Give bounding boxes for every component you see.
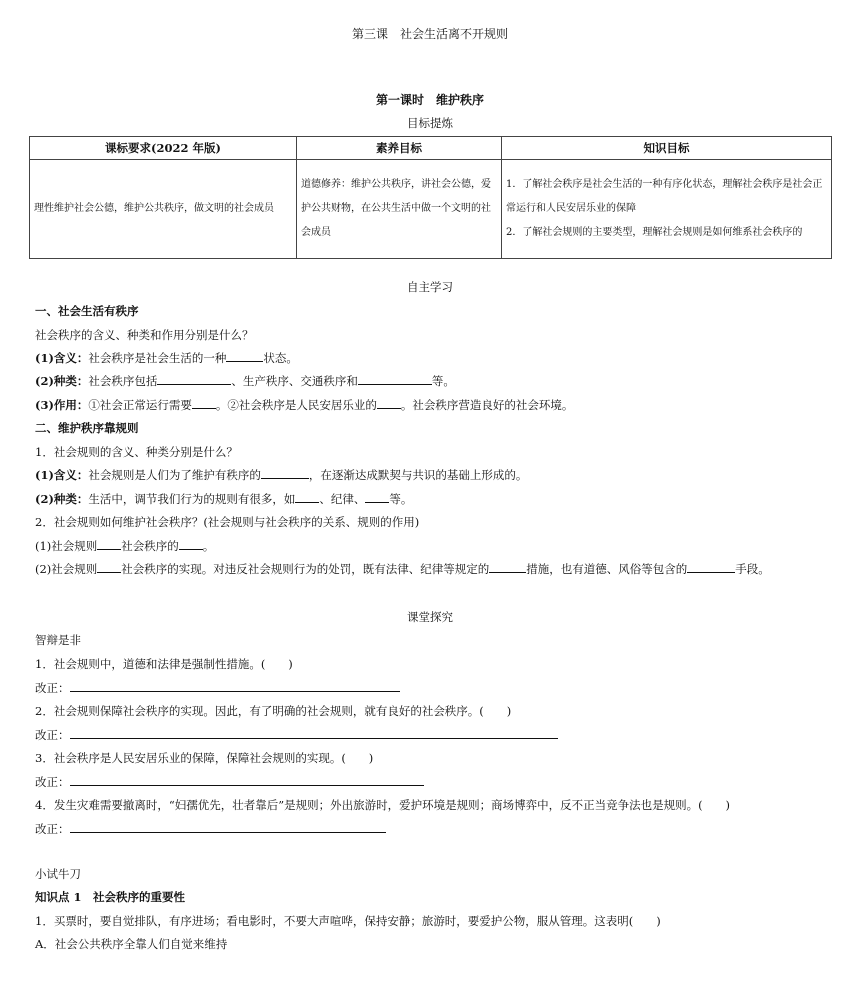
fill-blank[interactable] — [377, 397, 401, 409]
judge-statement-1: 1．社会规则中，道德和法律是强制性措施。( ) — [35, 657, 293, 671]
fix-line-1 — [35, 680, 400, 696]
fill-blank[interactable] — [261, 467, 309, 479]
text: 、纪律、 — [319, 492, 366, 506]
relation-line-1 — [35, 538, 214, 554]
rule-meaning-line — [35, 467, 527, 483]
text: 社会秩序包括 — [88, 374, 158, 388]
rule-kinds-line — [35, 491, 412, 507]
fill-blank[interactable] — [157, 373, 231, 385]
question-rules-order: 2．社会规则如何维护社会秩序？(社会规则与社会秩序的关系、规则的作用) — [35, 515, 420, 529]
goals-cell-literacy: 道德修养：维护公共秩序，讲社会公德，爱护公共财物，在公共生活中做一个文明的社会成员 — [297, 160, 502, 259]
text: (1)社会规则 — [35, 539, 98, 553]
practice-heading: 小试牛刀 — [35, 867, 81, 881]
question-rules: 1．社会规则的含义、种类分别是什么？ — [35, 445, 238, 459]
fill-blank[interactable] — [192, 397, 216, 409]
goals-header-literacy: 素养目标 — [297, 137, 502, 160]
fill-blank[interactable] — [226, 350, 263, 362]
text: (2)社会规则 — [35, 562, 98, 576]
text: 。社会秩序营造良好的社会环境。 — [400, 398, 574, 412]
goals-header-knowledge: 知识目标 — [502, 137, 832, 160]
judge-statement-4: 4．发生灾难需要撤离时，“妇孺优先，壮者靠后”是规则；外出旅游时，爱护环境是规则；商场博弈中，反不正当竞争法也是规则。( ) — [35, 798, 731, 812]
goals-cell-standard: 理性维护社会公德，维护公共秩序，做文明的社会成员 — [30, 160, 297, 259]
text: 社会规则是人们为了维护有秩序的 — [88, 468, 261, 482]
goals-cell-knowledge — [502, 160, 832, 259]
text: 、生产秩序、交通秩序和 — [231, 374, 358, 388]
fix-line-2 — [35, 727, 558, 743]
text: 社会秩序的实现。对违反社会规则行为的处罚，既有法律、纪律等规定的 — [121, 562, 490, 576]
fix-line-4 — [35, 821, 386, 837]
relation-line-2 — [35, 561, 770, 577]
fill-blank[interactable] — [295, 491, 319, 503]
label: (1)含义： — [35, 351, 89, 365]
self-study-heading: 自主学习 — [407, 280, 453, 294]
text: 等。 — [389, 492, 413, 506]
text: 社会秩序是社会生活的一种 — [88, 351, 227, 365]
period-title: 第一课时 维护秩序 — [375, 93, 484, 107]
part2-title: 二、维护秩序靠规则 — [35, 421, 139, 435]
fix-line-3 — [35, 774, 424, 790]
text: ①社会正常运行需要 — [88, 398, 192, 412]
text: 。②社会秩序是人民安居乐业的 — [215, 398, 377, 412]
text: 社会秩序的 — [121, 539, 179, 553]
knowledge-goal-2: 2．了解社会规则的主要类型，理解社会规则是如何维系社会秩序的 — [506, 227, 803, 238]
text: ，在逐渐达成默契与共识的基础上形成的。 — [308, 468, 528, 482]
knowledge-point-1: 知识点 1 社会秩序的重要性 — [35, 890, 186, 904]
inquiry-sub-heading: 智辩是非 — [35, 633, 81, 647]
fix-input[interactable] — [70, 680, 400, 692]
judge-statement-2: 2．社会规则保障社会秩序的实现。因此，有了明确的社会规则，就有良好的社会秩序。( ) — [35, 704, 512, 718]
text: 。 — [202, 539, 215, 553]
text: 措施，也有道德、风俗等包含的 — [526, 562, 688, 576]
fill-blank[interactable] — [97, 561, 121, 573]
fix-label: 改正： — [35, 728, 70, 742]
goals-table — [29, 136, 832, 259]
fix-label: 改正： — [35, 775, 70, 789]
label: (1)含义： — [35, 468, 89, 482]
order-role-line — [35, 397, 573, 413]
goals-header-standard: 课标要求(2022 年版) — [30, 137, 297, 160]
label: (2)种类： — [35, 374, 89, 388]
fill-blank[interactable] — [489, 561, 526, 573]
fill-blank[interactable] — [179, 538, 203, 550]
fill-blank[interactable] — [687, 561, 735, 573]
practice-question-1: 1．买票时，要自觉排队，有序进场；看电影时，不要大声喧哗，保持安静；旅游时，要爱护公物，服从管理。这表明( ) — [35, 914, 661, 928]
fix-input[interactable] — [70, 821, 386, 833]
text: 生活中，调节我们行为的规则有很多，如 — [88, 492, 296, 506]
judge-statement-3: 3．社会秩序是人民安居乐业的保障，保障社会规则的实现。( ) — [35, 751, 374, 765]
fix-input[interactable] — [70, 727, 558, 739]
fix-input[interactable] — [70, 774, 424, 786]
option-a: A．社会公共秩序全靠人们自觉来维持 — [35, 937, 228, 951]
part1-title: 一、社会生活有秩序 — [35, 304, 139, 318]
label: (2)种类： — [35, 492, 89, 506]
inquiry-heading: 课堂探究 — [407, 610, 453, 624]
fix-label: 改正： — [35, 822, 70, 836]
fill-blank[interactable] — [97, 538, 121, 550]
goals-table-row — [30, 160, 832, 259]
question-social-order: 社会秩序的含义、种类和作用分别是什么？ — [35, 328, 254, 342]
fill-blank[interactable] — [365, 491, 389, 503]
order-meaning-line — [35, 350, 298, 366]
text: 手段。 — [735, 562, 770, 576]
goals-heading: 目标提炼 — [407, 116, 453, 130]
lesson-title: 第三课 社会生活离不开规则 — [351, 27, 508, 41]
label: (3)作用： — [35, 398, 89, 412]
order-kinds-line — [35, 373, 455, 389]
goals-table-header-row — [30, 137, 832, 160]
text: 等。 — [431, 374, 455, 388]
fix-label: 改正： — [35, 681, 70, 695]
text: 状态。 — [263, 351, 298, 365]
fill-blank[interactable] — [358, 373, 432, 385]
knowledge-goal-1: 1．了解社会秩序是社会生活的一种有序化状态，理解社会秩序是社会正常运行和人民安居乐业的保障 — [506, 179, 823, 214]
